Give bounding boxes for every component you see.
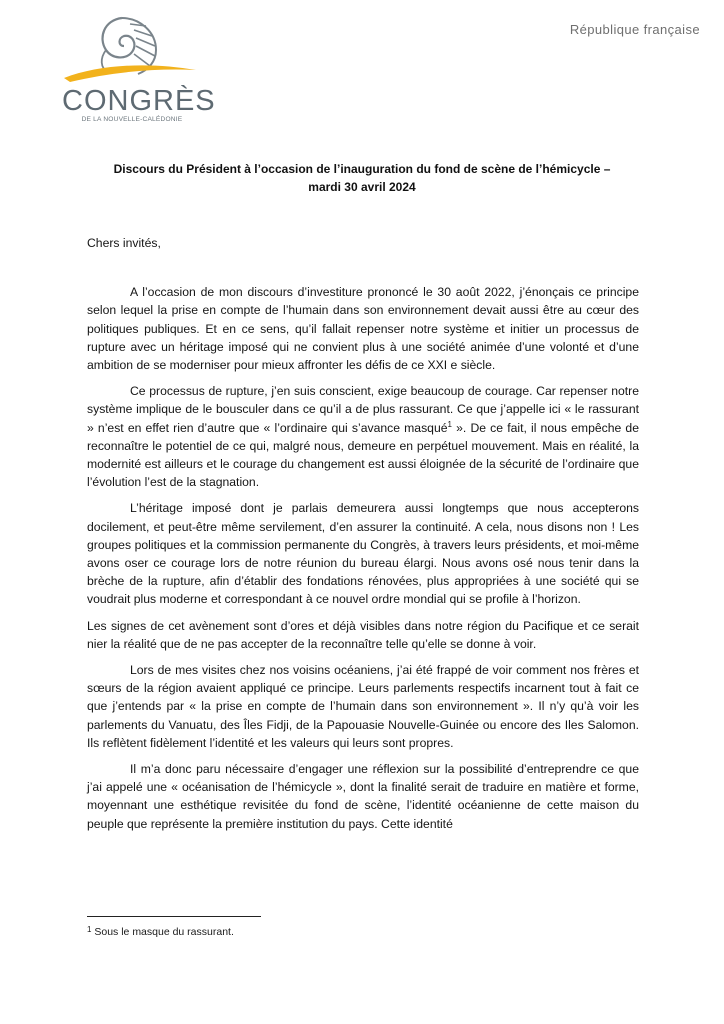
speech-body (87, 234, 639, 841)
congres-logo (60, 12, 216, 123)
paragraph-1: A l’occasion de mon discours d’investiture prononcé le 30 août 2022, j’énonçais ce principe selon lequel la prise en compte de l’humain dans son environnement devait aussi être au cœur des politiques publiques. Et en ce sens, qu’il fallait repenser notre système et initier un processus de rupture avec un héritage imposé qui ne convient plus à une société animée d’une volonté et d’une ambition de se moderniser pour mieux affronter les défis de ce XXI e siècle. (87, 285, 639, 373)
logo-wordmark: CONGRÈS (62, 85, 216, 117)
greeting: Chers invités, (87, 236, 161, 250)
shell-icon (60, 12, 200, 92)
paragraph-2-text-a: Ce processus de rupture, j’en suis conscient, exige beaucoup de courage. Car repenser notre système implique de le bousculer dans ce qu’il a de plus rassurant. Ce que j’appelle ici « le rassurant » n’est en effet rien d’autre que « l’ordinaire qui s’avance masqué (87, 384, 639, 435)
paragraph-2 (87, 382, 639, 491)
title-line-2: mardi 30 avril 2024 (308, 180, 416, 194)
paragraph-4: Les signes de cet avènement sont d’ores et déjà visibles dans notre région du Pacifique et ce serait nier la réalité que de ne pas accepter de la reconnaître telle qu’elle se donne à voir. (87, 618, 639, 651)
title-line-1: Discours du Président à l’occasion de l’inauguration du fond de scène de l’hémicycle – (113, 162, 611, 176)
logo-subtitle: DE LA NOUVELLE-CALÉDONIE (81, 116, 183, 123)
footnote-text: Sous le masque du rassurant. (94, 926, 234, 938)
document-title (88, 160, 636, 196)
paragraph-5: Lors de mes visites chez nos voisins océaniens, j’ai été frappé de voir comment nos frères et sœurs de la région avaient appliqué ce principe. Leurs parlements respectifs incarnent tout à fait ce que j’entends par « la prise en compte de l’humain dans son environnement ». Il n’y qu’à voir les parlements du Vanuatu, des Îles Fidji, de la Papouasie Nouvelle-Guinée ou encore des Iles Salomon. Ils reflètent fidèlement l’identité et les valeurs qui leurs sont propres. (87, 663, 639, 750)
republic-label: République française (569, 22, 700, 37)
paragraph-3: L’héritage imposé dont je parlais demeurera aussi longtemps que nous accepterons docilement, et peut-être même servilement, d’en assurer la continuité. A cela, nous disons non ! Les groupes politiques et la commission permanente du Congrès, à travers leurs présidents, et moi-même avons oser ce courage lors de notre réunion du bureau élargi. Nous avons osé nous tenir dans la brèche de la rupture, afin d’établir des fondations rénovées, plus appropriées à une société qui se voudrait plus moderne et correspondant à ce nouvel ordre mondial qui se profile à l’horizon. (87, 501, 639, 607)
footnote-divider (87, 916, 261, 917)
paragraph-2-text-b: ». De ce fait, il nous empêche de reconnaître le potentiel de ce qui, malgré nous, demeure en perpétuel mouvement. Mais en réalité, la modernité est ailleurs et le courage du changement est aussi éloignée de la sécurité de l’ordinaire que l’évolution l’est de la stagnation. (87, 420, 639, 490)
footnote-reference: 1 (447, 419, 452, 429)
paragraph-6: Il m’a donc paru nécessaire d’engager une réflexion sur la possibilité d’entreprendre ce que j’ai appelé une « océanisation de l’hémicycle », dont la finalité serait de traduire en matière et forme, moyennant une esthétique revisitée du fond de scène, l’identité océanienne de cette maison du peuple que représente la première institution du pays. Cette identité (87, 762, 639, 831)
footnote (87, 925, 234, 938)
footnote-mark: 1 (87, 925, 92, 934)
